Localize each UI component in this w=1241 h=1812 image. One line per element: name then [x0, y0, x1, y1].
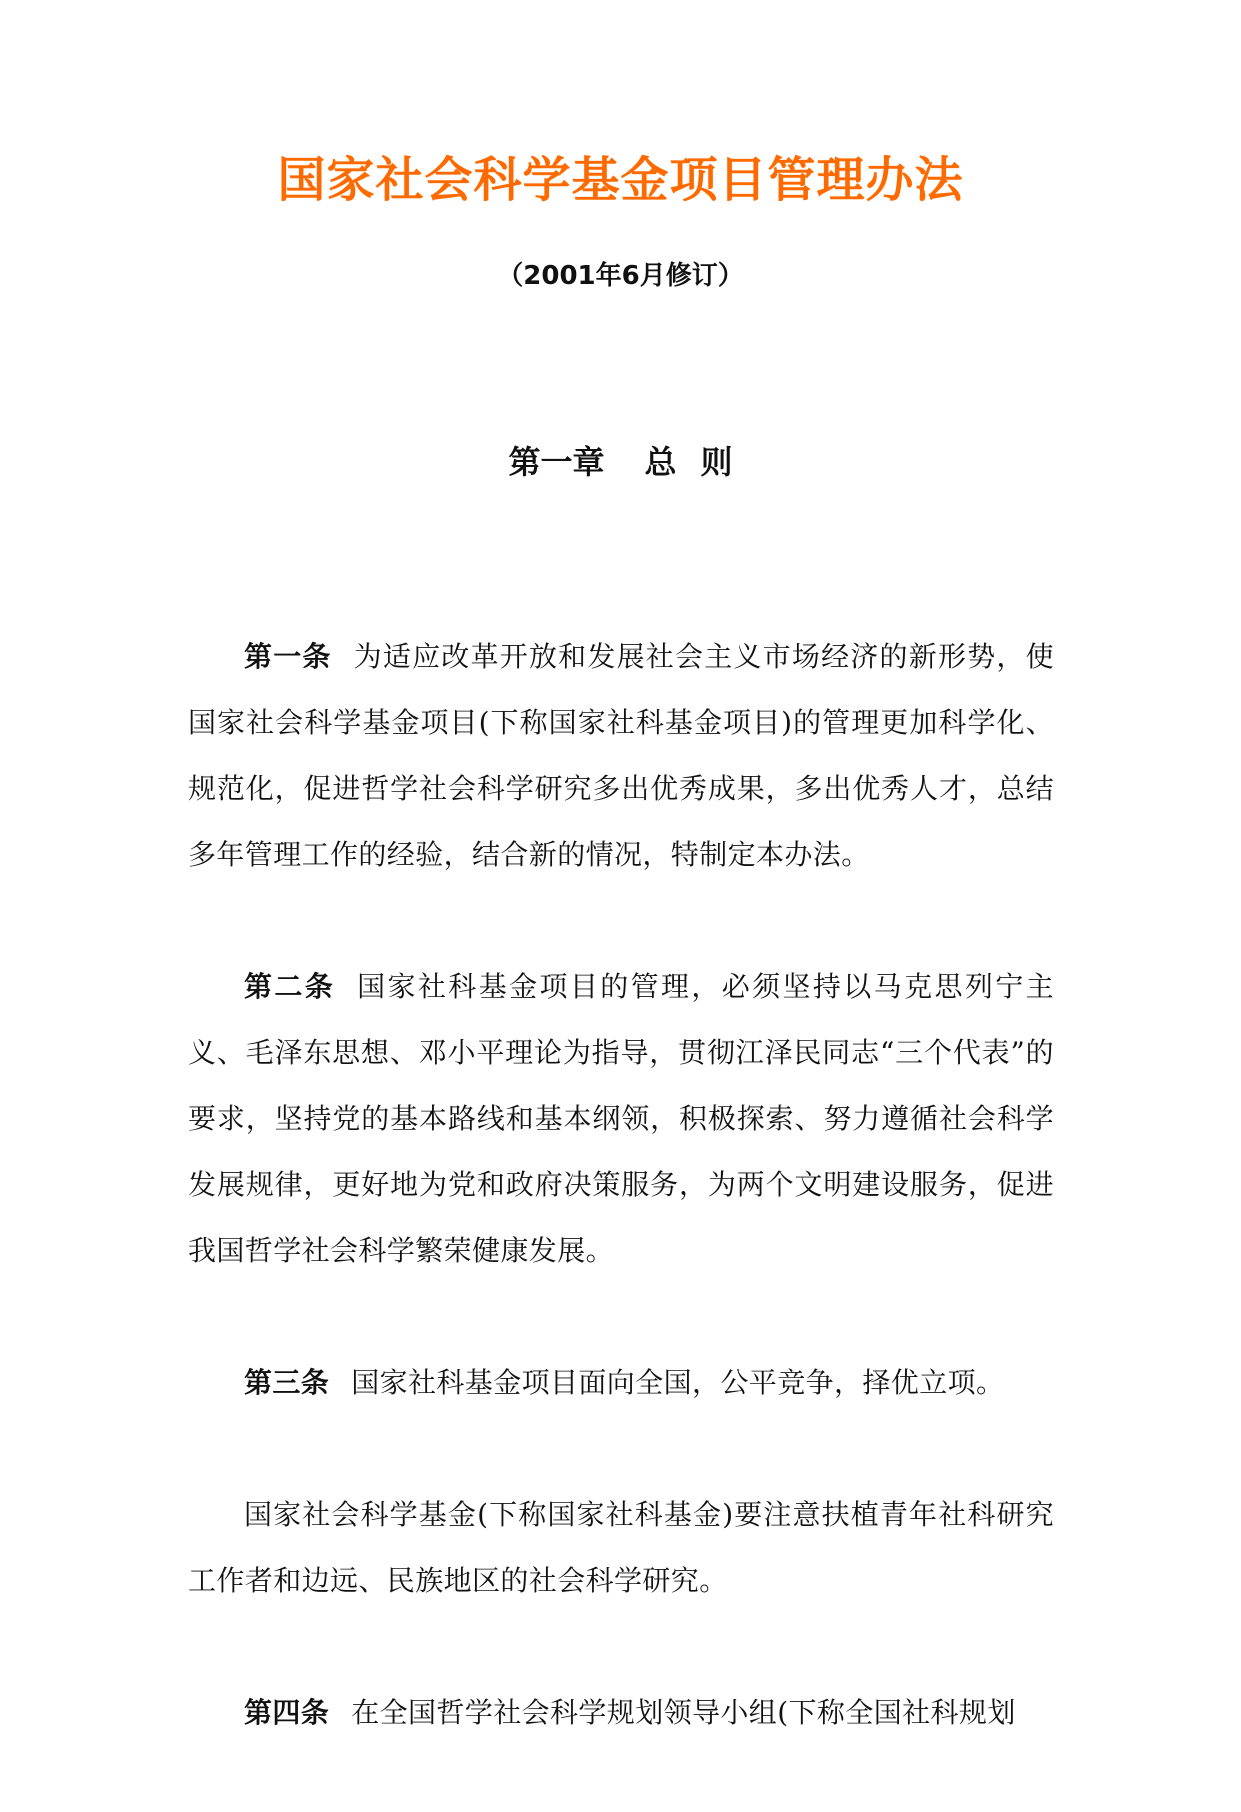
- article-2: [188, 954, 1054, 1284]
- chapter-heading: [0, 440, 1241, 484]
- article-text: 在全国哲学社会科学规划领导小组(下称全国社科规划: [351, 1696, 1016, 1729]
- article-text: 为适应改革开放和发展社会主义市场经济的新形势，使国家社会科学基金项目(下称国家社科基金项目)的管理更加科学化、规范化，促进哲学社会科学研究多出优秀成果，多出优秀人才，总结多年管理工作的经验，结合新的情况，特制定本办法。: [188, 640, 1055, 871]
- chapter-name-part2: 则: [700, 443, 733, 481]
- article-label: 第二条: [244, 970, 336, 1003]
- document-subtitle: （2001年6月修订）: [497, 261, 744, 291]
- chapter-name-part1: 总: [644, 443, 677, 481]
- article-1: [188, 624, 1054, 888]
- article-text: 国家社科基金项目面向全国，公平竞争，择优立项。: [351, 1366, 1005, 1399]
- article-4: [188, 1680, 1054, 1746]
- article-3-paragraph-2: [188, 1482, 1054, 1614]
- document-body: [188, 624, 1054, 1812]
- document-title: 国家社会科学基金项目管理办法: [277, 152, 964, 208]
- article-3: [188, 1350, 1054, 1416]
- chapter-number: 第一章: [508, 443, 605, 481]
- article-text: 国家社会科学基金(下称国家社科基金)要注意扶植青年社科研究工作者和边远、民族地区的社会科学研究。: [188, 1498, 1054, 1597]
- article-text: 国家社科基金项目的管理，必须坚持以马克思列宁主义、毛泽东思想、邓小平理论为指导，贯彻江泽民同志“三个代表”的要求，坚持党的基本路线和基本纲领，积极探索、努力遵循社会科学发展规律，更好地为党和政府决策服务，为两个文明建设服务，促进我国哲学社会科学繁荣健康发展。: [188, 970, 1055, 1267]
- article-label: 第四条: [244, 1696, 330, 1729]
- article-label: 第三条: [244, 1366, 330, 1399]
- article-label: 第一条: [244, 640, 332, 673]
